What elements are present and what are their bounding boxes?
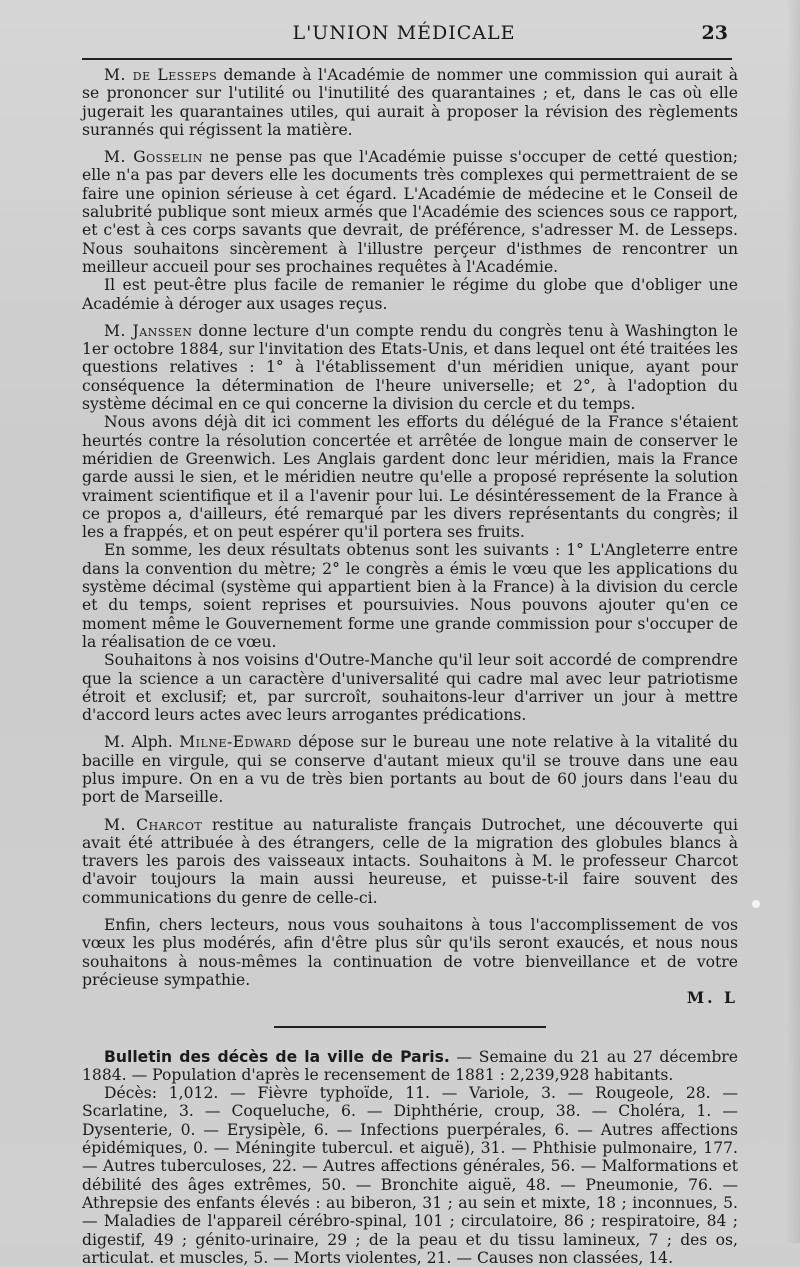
speaker-name: M. Charcot — [104, 815, 203, 834]
paragraph-wishes-england: Souhaitons à nos voisins d'Outre-Manche qu'il leur soit accordé de comprendre que la science a un caractère d'universalité qui cadre mal avec leur patriotisme étroit et exclusif; et, par surcroît, souhaitons-leur d'arriver un jour à mettre d'accord leurs actes avec leurs arrogantes prédications. — [82, 651, 738, 725]
page-edge-shadow — [786, 0, 800, 1243]
paper-blemish — [752, 900, 760, 908]
speaker-name: M. Janssen — [104, 321, 193, 340]
speaker-prefix: M. Alph. — [104, 733, 180, 752]
paragraph-lesseps — [82, 66, 738, 139]
paragraph-closing: Enfin, chers lecteurs, nous vous souhaitons à tous l'accomplissement de vos vœux les plus modérés, afin d'être plus sûr qu'ils seront exaucés, et nous nous souhaitons à nous-mêmes la continuation de votre bienveillance et de votre précieuse sympathie. — [82, 916, 738, 989]
header-rule — [82, 58, 732, 60]
speaker-name: M. de Lesseps — [104, 66, 218, 84]
running-title: L'UNION MÉDICALE — [292, 22, 516, 44]
speaker-name: Milne-Edward — [179, 733, 292, 752]
author-signature: M. L — [686, 988, 738, 1008]
page-number: 23 — [701, 22, 728, 44]
section-divider — [274, 1026, 546, 1028]
paragraph-meridian: Nous avons déjà dit ici comment les efforts du délégué de la France s'étaient heurtés contre la résolution concertée et arrêtée de longue main de conserver le méridien de Greenwich. Les Anglais gardent donc leur méridien, mais la France garde aussi le sien, et le méridien neutre qu'elle a proposé représente la solution vraiment scientifique et il a l'avenir pour lui. Le désintéressement de la France à ce propos a, d'ailleurs, été remarqué par les divers représentants du congrès; il les a frappés, et on peut espérer qu'il portera ses fruits. — [82, 413, 738, 542]
speaker-name: M. Gosselin — [104, 148, 203, 167]
paragraph-text: demande à l'Académie de nommer une commission qui aurait à se prononcer sur l'utilité ou l'inutilité des quarantaines ; et, dans le cas où elle jugerait les quarantaines utiles, qui aurait à proposer la révision des règlements surannés qui régissent la matière. — [82, 66, 738, 139]
paragraph-gosselin — [82, 148, 738, 276]
page-header — [80, 22, 728, 52]
paragraph-milne-edward — [82, 733, 738, 806]
bulletin-body: Décès: 1,012. — Fièvre typhoïde, 11. — Variole, 3. — Rougeole, 28. — Scarlatine, 3. — Coqueluche, 6. — Diphthérie, croup, 38. — Choléra, 1. — Dysenterie, 0. — Erysipèle, 6. — Infections puerpérales, 6. — Autres affections épidémiques, 0. — Méningite tubercul. et aiguë), 31. — Phthisie pulmonaire, 177. — Autres tuberculoses, 22. — Autres affections générales, 56. — Malformations et débilité des âges extrêmes, 50. — Bronchite aiguë, 48. — Pneumonie, 76. — Athrepsie des enfants élevés : au biberon, 31 ; au sein et mixte, 18 ; inconnues, 5. — Maladies de l'appareil cérébro-spinal, 101 ; circulatoire, 86 ; respiratoire, 84 ; digestif, 49 ; génito-urinaire, 29 ; de la peau et du tissu lamineux, 7 ; des os, articulat. et muscles, 5. — Morts violentes, 21. — Causes non classées, 14. — [82, 1084, 738, 1267]
article-body — [82, 66, 738, 1267]
paragraph-text: ne pense pas que l'Académie puisse s'occuper de cetté question; elle n'a pas par devers elle les documents très complexes qui permettraient de se faire une opinion sérieuse à cet égard. L'Académie de médecine et le Conseil de salubrité publique sont mieux armés que l'Académie des sciences sous ce rapport, et c'est à ces corps savants que devrait, de préférence, s'adresser M. de Lesseps. Nous souhaitons sincèrement à l'illustre perçeur d'isthmes de rencontrer un meilleur accueil pour ses prochaines requêtes à l'Académie. — [82, 148, 738, 276]
paragraph-text: dépose sur le bureau une note relative à la vitalité du bacille en virgule, qui se conserve d'autant mieux qu'il se trouve dans une eau plus impure. On en a vu de très bien portants au bout de 60 jours dans l'eau du port de Marseille. — [82, 733, 738, 807]
bulletin-heading-paragraph — [82, 1048, 738, 1085]
paragraph-results: En somme, les deux résultats obtenus sont les suivants : 1° L'Angleterre entre dans la convention du mètre; 2° le congrès a émis le vœu que les applications du système décimal (système qui appartient bien à la France) à la division du cercle et du temps, soient reprises et poursuivies. Nous pouvons ajouter qu'en ce moment même le Gouvernement forme une grande commission pour s'occuper de la réalisation de ce vœu. — [82, 541, 738, 651]
bulletin-intro: — Semaine du 21 au 27 décembre 1884. — Population d'après le recensement de 1881 : 2,239,928 habitants. — [82, 1047, 738, 1084]
paragraph-remark: Il est peut-être plus facile de remanier le régime du globe que d'obliger une Académie à déroger aux usages reçus. — [82, 276, 738, 313]
paragraph-janssen — [82, 322, 738, 413]
paragraph-text: donne lecture d'un compte rendu du congrès tenu à Washington le 1er octobre 1884, sur l'invitation des Etats-Unis, et dans lequel ont été traitées les questions relatives : 1° à l'établissement d'un méridien unique, ayant pour conséquence la détermination de l'heure universelle; et 2°, à l'adoption du système décimal en ce qui concerne la division du cercle et du temps. — [82, 321, 738, 414]
paragraph-charcot — [82, 816, 738, 907]
bulletin-title: Bulletin des décès de la ville de Paris. — [104, 1047, 450, 1066]
paragraph-text: restitue au naturaliste français Dutrochet, une découverte qui avait été attribuée à des étrangers, celle de la migration des globules blancs à travers les parois des vaisseaux intacts. Souhaitons à M. le professeur Charcot d'avoir toujours la main aussi heureuse, et puisse-t-il faire souvent des communications du genre de celle-ci. — [82, 815, 739, 907]
